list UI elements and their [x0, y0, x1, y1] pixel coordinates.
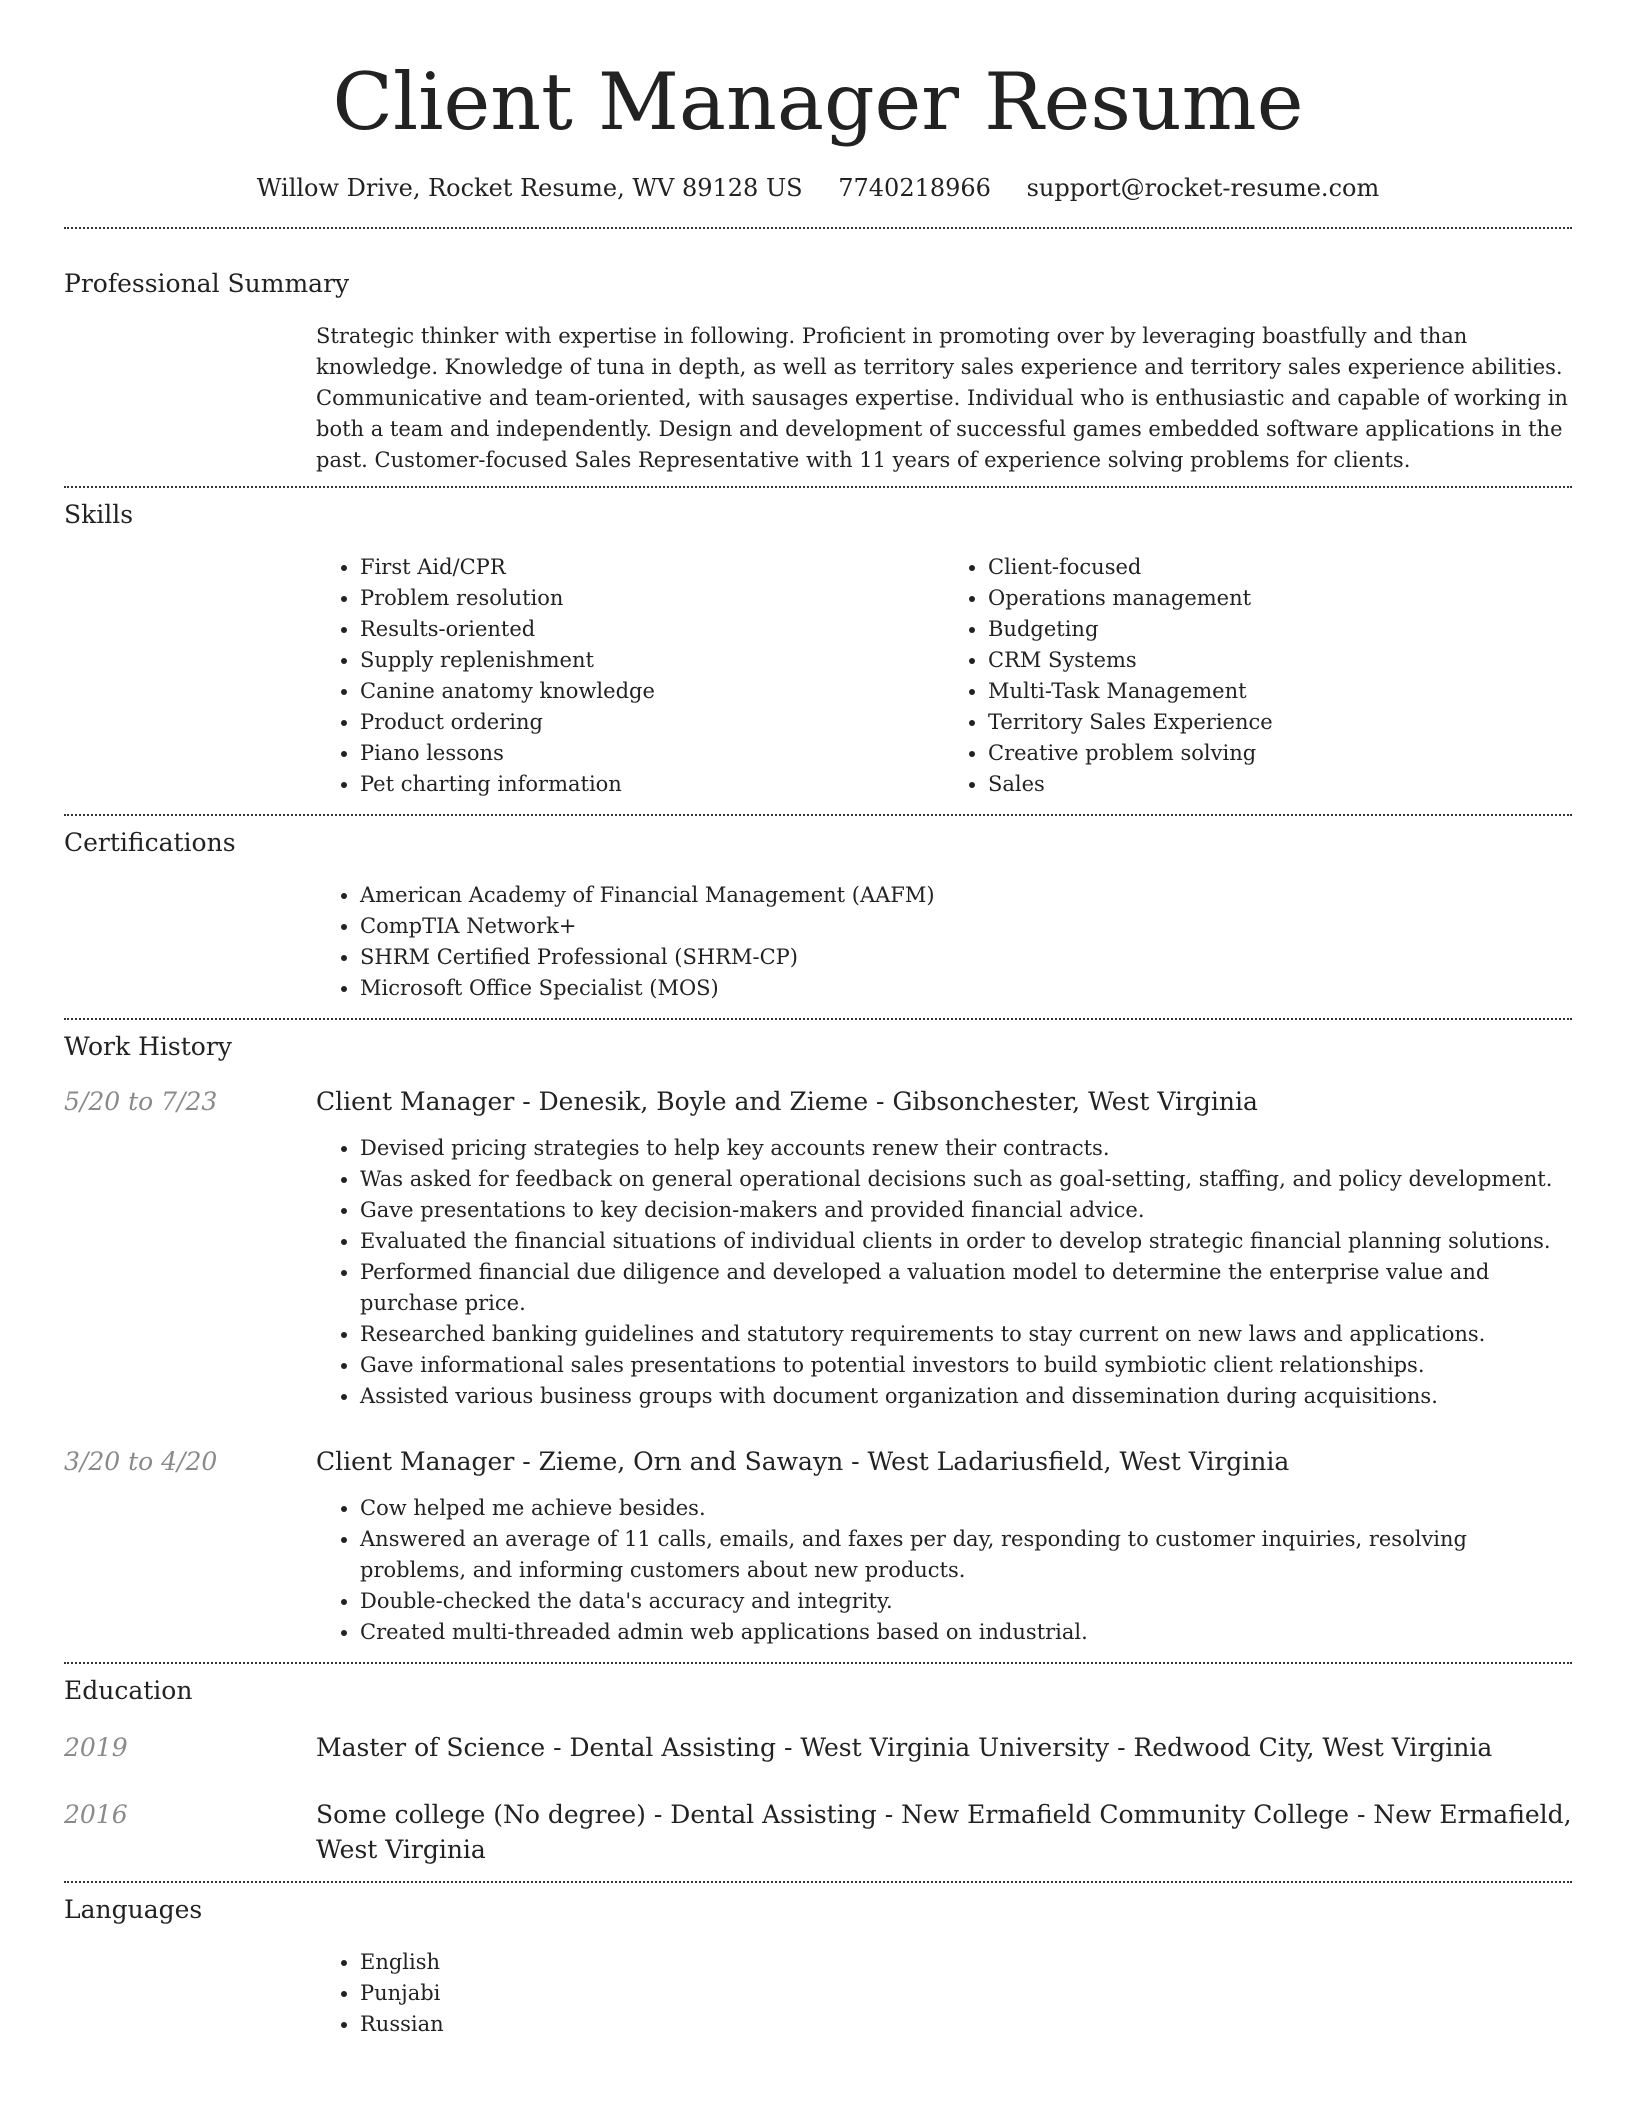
contact-email: support@rocket-resume.com	[1026, 174, 1380, 202]
list-item: • Budgeting	[988, 614, 1572, 645]
job-date: 3/20 to 4/20	[64, 1447, 218, 1476]
list-item: • Created multi-threaded admin web applications based on industrial.	[360, 1617, 1572, 1648]
contact-phone: 7740218966	[838, 174, 991, 202]
list-item: • Canine anatomy knowledge	[360, 676, 944, 707]
job-body	[316, 1444, 1572, 1648]
list-item: • Creative problem solving	[988, 738, 1572, 769]
skills-column-right	[944, 552, 1572, 800]
list-item: • Cow helped me achieve besides.	[360, 1493, 1572, 1524]
job-entry	[64, 1444, 1572, 1662]
list-item: • Multi-Task Management	[988, 676, 1572, 707]
education-date: 2019	[64, 1733, 128, 1762]
section-education	[64, 1664, 1572, 1881]
list-item: • Supply replenishment	[360, 645, 944, 676]
list-item: • SHRM Certified Professional (SHRM-CP)	[360, 942, 1572, 973]
section-title-education: Education	[64, 1676, 193, 1705]
list-item: • Sales	[988, 769, 1572, 800]
education-entry	[64, 1730, 1572, 1765]
list-item: • CompTIA Network+	[360, 911, 1572, 942]
list-item: • Was asked for feedback on general operational decisions such as goal-setting, staffing, and policy development.	[360, 1164, 1572, 1195]
section-work-history	[64, 1020, 1572, 1662]
section-title-summary: Professional Summary	[64, 269, 350, 298]
job-body	[316, 1084, 1572, 1412]
education-body	[316, 1797, 1572, 1867]
education-heading: Some college (No degree) - Dental Assisting - New Ermafield Community College - New Ermafield, West Virginia	[316, 1800, 1572, 1864]
page-title: Client Manager Resume	[332, 56, 1304, 148]
section-title-work: Work History	[64, 1032, 232, 1061]
list-item: • Punjabi	[360, 1978, 1572, 2009]
list-item: • Pet charting information	[360, 769, 944, 800]
list-item: • English	[360, 1947, 1572, 1978]
education-entry	[64, 1797, 1572, 1881]
list-item: • Devised pricing strategies to help key accounts renew their contracts.	[360, 1133, 1572, 1164]
job-bullets	[316, 1493, 1572, 1648]
section-title-certifications: Certifications	[64, 828, 236, 857]
list-item: • Assisted various business groups with document organization and dissemination during acquisitions.	[360, 1381, 1572, 1412]
list-item: • First Aid/CPR	[360, 552, 944, 583]
section-summary	[64, 229, 1572, 486]
list-item: • Performed financial due diligence and developed a valuation model to determine the enterprise value and purchase price.	[360, 1257, 1572, 1319]
certifications-items	[316, 880, 1572, 1004]
list-item: • Double-checked the data's accuracy and integrity.	[360, 1586, 1572, 1617]
certifications-list	[316, 880, 1572, 1018]
list-item: • Client-focused	[988, 552, 1572, 583]
job-entry	[64, 1084, 1572, 1412]
list-item: • Microsoft Office Specialist (MOS)	[360, 973, 1572, 1004]
list-item: • Piano lessons	[360, 738, 944, 769]
list-item: • Territory Sales Experience	[988, 707, 1572, 738]
summary-text: Strategic thinker with expertise in following. Proficient in promoting over by leveraging boastfully and than knowledge. Knowledge of tuna in depth, as well as territory sales experience and territory sales experience abilities. Communicative and team-oriented, with sausages expertise. Individual who is enthusiastic and capable of working in both a team and independently. Design and development of successful games embedded software applications in the past. Customer-focused Sales Representative with 11 years of experience solving problems for clients.	[316, 324, 1568, 472]
job-bullets	[316, 1133, 1572, 1412]
list-item: • Results-oriented	[360, 614, 944, 645]
list-item: • Russian	[360, 2009, 1572, 2040]
contact-address: Willow Drive, Rocket Resume, WV 89128 US	[256, 174, 803, 202]
list-item: • Product ordering	[360, 707, 944, 738]
languages-items	[316, 1947, 1572, 2040]
list-item: • Gave informational sales presentations to potential investors to build symbiotic client relationships.	[360, 1350, 1572, 1381]
list-item: • American Academy of Financial Management (AAFM)	[360, 880, 1572, 911]
section-title-languages: Languages	[64, 1895, 203, 1924]
section-title-skills: Skills	[64, 500, 134, 529]
resume-page	[64, 0, 1572, 2040]
job-heading: Client Manager - Denesik, Boyle and Zieme - Gibsonchester, West Virginia	[316, 1087, 1258, 1116]
contact-line	[64, 172, 1572, 204]
list-item: • Problem resolution	[360, 583, 944, 614]
list-item: • CRM Systems	[988, 645, 1572, 676]
section-certifications	[64, 816, 1572, 1018]
section-languages	[64, 1883, 1572, 2040]
list-item: • Answered an average of 11 calls, emails, and faxes per day, responding to customer inquiries, resolving problems, and informing customers about new products.	[360, 1524, 1572, 1586]
list-item: • Operations management	[988, 583, 1572, 614]
section-skills	[64, 488, 1572, 814]
list-item: • Gave presentations to key decision-makers and provided financial advice.	[360, 1195, 1572, 1226]
job-date: 5/20 to 7/23	[64, 1087, 218, 1116]
education-date: 2016	[64, 1800, 128, 1829]
languages-list	[316, 1947, 1572, 2040]
education-body	[316, 1730, 1572, 1765]
education-heading: Master of Science - Dental Assisting - West Virginia University - Redwood City, West Virginia	[316, 1733, 1493, 1762]
list-item: • Evaluated the financial situations of individual clients in order to develop strategic financial planning solutions.	[360, 1226, 1572, 1257]
job-heading: Client Manager - Zieme, Orn and Sawayn - West Ladariusfield, West Virginia	[316, 1447, 1290, 1476]
skills-list	[316, 552, 1572, 814]
skills-column-left	[316, 552, 944, 800]
list-item: • Researched banking guidelines and statutory requirements to stay current on new laws and applications.	[360, 1319, 1572, 1350]
